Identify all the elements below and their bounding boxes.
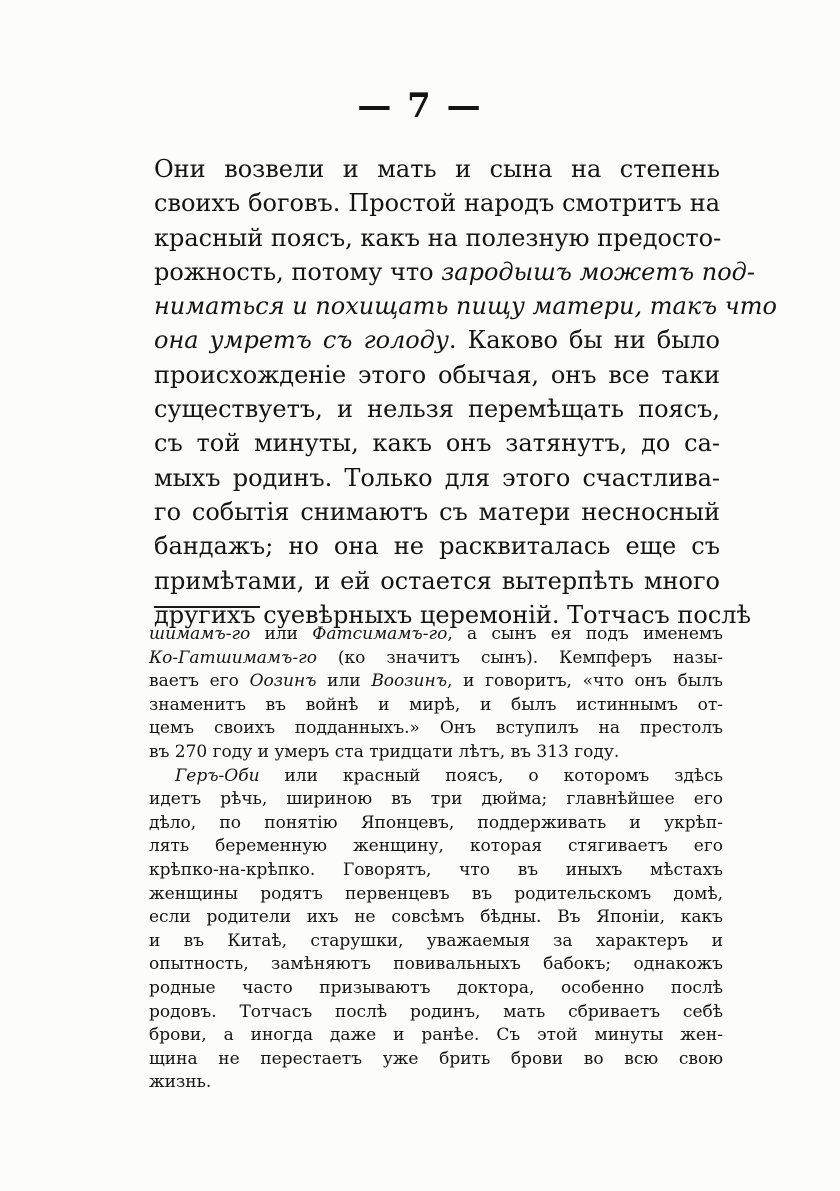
main-line-1: Они возвели и мать и сына на степень: [154, 155, 720, 183]
main-line-5: [154, 289, 777, 323]
main-line-4-regular: рожность, потому что: [154, 257, 442, 286]
main-line-4: [154, 255, 755, 289]
footnote-line-3: [149, 670, 723, 694]
footnote-line-10: лять беременную женщину, которая стягиваетъ его: [149, 836, 723, 857]
footnote-line-7-italic: Геръ-Оби: [175, 765, 260, 786]
page-number: — 7 —: [357, 86, 483, 126]
main-line-9: съ той минуты, какъ онъ затянутъ, до са-: [154, 429, 720, 458]
footnote-line-15: опытность, замѣняютъ повивальныхъ бабокъ; однакожъ: [149, 954, 723, 975]
footnote-line-7-regular: или красный поясъ, о которомъ здѣсь: [259, 765, 723, 786]
main-line-6-regular: . Каково бы ни было: [448, 326, 720, 355]
footnote-line-3-regular-c: , и говоритъ, «что онъ былъ: [447, 671, 723, 692]
footnote-line-18: брови, а иногда даже и ранѣе. Съ этой минуты жен-: [149, 1025, 723, 1046]
footnote-line-7: [149, 765, 723, 789]
main-line-7: происхожденіе этого обычая, онъ все таки: [154, 360, 720, 389]
footnote-line-1-regular-b: , а сынъ ея подъ именемъ: [447, 624, 723, 644]
footnote-line-12: женщины родятъ первенцевъ въ родительскомъ домѣ,: [149, 883, 723, 904]
main-line-10: мыхъ родинъ. Только для этого счастлива-: [154, 463, 720, 492]
footnote-line-1-regular-a: или: [250, 624, 313, 644]
main-line-6: [154, 323, 720, 357]
footnote-line-4: знаменитъ въ войнѣ и мирѣ, и былъ истиннымъ от-: [149, 694, 723, 715]
footnote-line-17: родовъ. Тотчасъ послѣ родинъ, мать сбриваетъ себѣ: [149, 1001, 723, 1022]
footnote-line-8: идетъ рѣчь, шириною въ три дюйма; главнѣйшее его: [149, 789, 723, 810]
footnote-line-6: въ 270 году и умеръ ста тридцати лѣтъ, въ 313 году.: [149, 741, 620, 762]
footnote-line-1-italic-b: Фатсимамъ-го: [312, 624, 448, 644]
footnote-separator: [154, 606, 260, 608]
main-line-11: го событія снимаютъ съ матери несносный: [154, 497, 720, 526]
main-line-14: другихъ суевѣрныхъ церемоній. Тотчасъ послѣ: [154, 600, 752, 629]
footnote-line-2: [149, 647, 723, 671]
footnotes: [149, 623, 723, 1095]
footnote-line-13: если родители ихъ не совсѣмъ бѣдны. Въ Японіи, какъ: [149, 907, 723, 928]
footnote-line-20: жизнь.: [149, 1072, 212, 1093]
main-line-6-italic: она умретъ съ голоду: [154, 326, 449, 355]
footnote-line-1-italic-a: шимамъ-го: [149, 624, 251, 644]
footnote-line-3-regular-b: или: [316, 671, 372, 692]
main-line-13: примѣтами, и ей остается вытерпѣть много: [154, 566, 720, 595]
main-line-5-italic: ниматься и похищать пищу матери, такъ что: [154, 292, 777, 321]
main-line-12: бандажъ; но она не расквиталась еще съ: [154, 532, 720, 561]
footnote-line-19: щина не перестаетъ уже брить брови во всю свою: [149, 1048, 723, 1069]
footnote-line-3-italic-a: Оозинъ: [249, 671, 317, 692]
main-line-2: своихъ боговъ. Простой народъ смотритъ на: [154, 189, 720, 218]
main-line-4-italic: зародышъ можетъ под-: [441, 257, 755, 286]
footnote-line-3-italic-b: Воозинъ: [371, 671, 448, 692]
footnote-line-11: крѣпко-на-крѣпко. Говорятъ, что въ иныхъ мѣстахъ: [149, 859, 723, 880]
footnote-line-1: [149, 623, 723, 647]
main-text: [154, 152, 777, 632]
footnote-line-5: цемъ своихъ подданныхъ.» Онъ вступилъ на престолъ: [149, 718, 723, 739]
main-line-3: красный поясъ, какъ на полезную предосто-: [154, 223, 722, 252]
footnote-line-9: дѣло, по понятію Японцевъ, поддерживать и укрѣп-: [149, 812, 723, 833]
footnote-line-2-italic: Ко-Гатшимамъ-го: [149, 647, 317, 668]
footnote-line-14: и въ Китаѣ, старушки, уважаемыя за характеръ и: [149, 930, 723, 951]
main-line-8: существуетъ, и нельзя перемѣщать поясъ,: [154, 395, 720, 424]
footnote-line-3-regular-a: ваетъ его: [149, 671, 250, 692]
footnote-line-16: родные часто призываютъ доктора, особенно послѣ: [149, 977, 723, 998]
footnote-line-2-regular: (ко значитъ сынъ). Кемпферъ назы-: [316, 647, 723, 668]
